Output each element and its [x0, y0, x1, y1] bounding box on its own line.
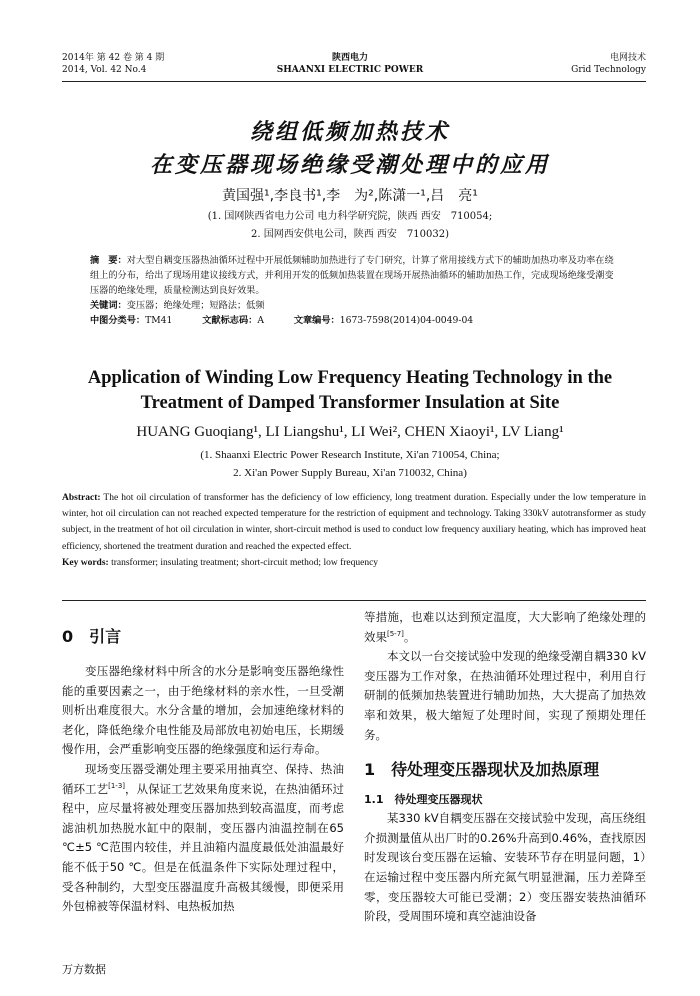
- abstract-cn: [90, 253, 618, 328]
- citation-1-3: [1-3]: [108, 781, 126, 790]
- affiliation-en-2: 2. Xi'an Power Supply Bureau, Xi'an 710032, China): [233, 467, 467, 479]
- article-no-label: 文章编号：: [293, 315, 340, 326]
- section-1-title: 1 待处理变压器现状及加热原理: [364, 760, 600, 780]
- right-paragraph-1: 等措施，也难以达到预定温度，大大影响了绝缘处理的效果[5-7]。: [364, 610, 646, 644]
- body-column-right: [364, 608, 646, 927]
- clc-value: TM41: [145, 315, 173, 326]
- affiliation-cn-1: (1. 国网陕西省电力公司 电力科学研究院，陕西 西安 710054;: [207, 211, 493, 222]
- abstract-en-text: The hot oil circulation of transformer has the deficiency of low efficiency, long treatment duration. Especially under the low temperature in winter, hot oil circulation can not reached expected temperature for the restriction of equipment and technology. Taking 330kV autotransformer as study subject, in the treatment of hot oil circulation in winter, short-circuit method is used to conduct low frequency auxiliary heating, which has improved heat efficiency, shortened the treatment duration and reached the expected effect.: [62, 493, 646, 552]
- title-en-line1: Application of Winding Low Frequency Heating Technology in the: [87, 368, 613, 388]
- footer-watermark: 万方数据: [62, 963, 106, 976]
- authors-cn: 黄国强¹,李良书¹,李 为²,陈潇一¹,吕 亮¹: [222, 188, 478, 204]
- abstract-cn-label: 摘 要：: [90, 255, 127, 266]
- section-0-paragraph-1: 变压器绝缘材料中所含的水分是影响变压器绝缘性能的重要因素之一，由于绝缘材料的亲水性，一旦受潮则析出难度很大。水分含量的增加，会加速绝缘材料的老化，降低绝缘介电性能及局部放电初始电压，长期缓慢作用，会严重影响变压器的绝缘强度和运行寿命。: [62, 664, 344, 757]
- abstract-cn-text: 对大型自耦变压器热油循环过程中开展低频辅助加热进行了专门研究，计算了常用接线方式下的辅助加热功率及功率在绕组上的分布，给出了现场用建议接线方式，并利用开发的低频加热装置在现场开展热油循环的辅助加热工作，完成现场绝缘受潮变压器的绝缘处理，质量检测达到良好效果。: [90, 255, 614, 296]
- affiliation-cn-2: 2. 国网西安供电公司，陕西 西安 710032): [251, 229, 449, 240]
- abstract-en: [62, 490, 646, 571]
- title-cn-line1: 绕组低频加热技术: [249, 120, 450, 145]
- right-paragraph-2: 本文以一台交接试验中发现的绝缘受潮自耦330 kV变压器为工作对象，在热油循环处理过程中，利用自行研制的低频加热装置进行辅助加热，大大提高了加热效率和效果，极大缩短了处理时间，实现了预期处理任务。: [364, 649, 646, 742]
- doc-code-label: 文献标志码：: [202, 315, 258, 326]
- journal-section: 电网技术 Grid Technology: [571, 53, 646, 75]
- keywords-en: transformer; insulating treatment; short-circuit method; low frequency: [111, 557, 379, 568]
- section-1-1-paragraph: 某330 kV自耦变压器在交接试验中发现，高压绕组介损测量值从出厂时的0.26%升高到0.46%，查找原因时发现该台变压器在运输、安装环节存在明显问题，1）在运输过程中变压器内所充氮气明显泄漏，压力差降至零，变压器较大可能已受潮；2）变压器安装热油循环阶段，受周围环境和真空滤油设备: [364, 811, 646, 924]
- affiliation-en-1: (1. Shaanxi Electric Power Research Institute, Xi'an 710054, China;: [200, 449, 500, 461]
- citation-5-7: [5-7]: [387, 629, 404, 638]
- section-0-paragraph-2: 现场变压器受潮处理主要采用抽真空、保持、热油循环工艺[1-3]，从保证工艺效果角度来说，在热油循环过程中，应尽量将被处理变压器加热到较高温度，而考虑滤油机加热脱水缸中的限制，变压器内油温控制在65 ℃±5 ℃范围内较佳，并且油箱内温度最低处油温最好能不低于50 ℃。但是在低温条件下实际处理过程中，受各种制约，大型变压器温度升高极其缓慢，即便采用外包棉被等保温材料、电热板加热: [62, 761, 345, 914]
- title-cn-line2: 在变压器现场绝缘受潮处理中的应用: [149, 153, 550, 178]
- abstract-rule: [62, 600, 646, 601]
- body-column-left: [62, 626, 344, 917]
- abstract-en-label: Abstract:: [62, 493, 101, 503]
- authors-en: HUANG Guoqiang¹, LI Liangshu¹, LI Wei², CHEN Xiaoyi¹, LV Liang¹: [136, 424, 564, 440]
- keywords-en-label: Key words:: [62, 557, 109, 568]
- keywords-cn-label: 关键词：: [90, 300, 127, 311]
- doc-code-value: A: [257, 315, 264, 326]
- journal-name: 陕西电力 SHAANXI ELECTRIC POWER: [276, 53, 424, 75]
- article-no-value: 1673-7598(2014)04-0049-04: [339, 315, 474, 326]
- journal-issue: 2014年 第 42 卷 第 4 期 2014, Vol. 42 No.4: [62, 53, 165, 75]
- keywords-cn: 变压器；绝缘处理；短路法；低频: [126, 300, 265, 311]
- section-0-title: 0 引言: [62, 627, 122, 646]
- clc-label: 中图分类号：: [90, 315, 146, 326]
- title-en-line2: Treatment of Damped Transformer Insulation at Site: [140, 393, 560, 413]
- section-1-1-title: 1.1 待处理变压器现状: [364, 793, 483, 807]
- header-rule: [62, 81, 646, 82]
